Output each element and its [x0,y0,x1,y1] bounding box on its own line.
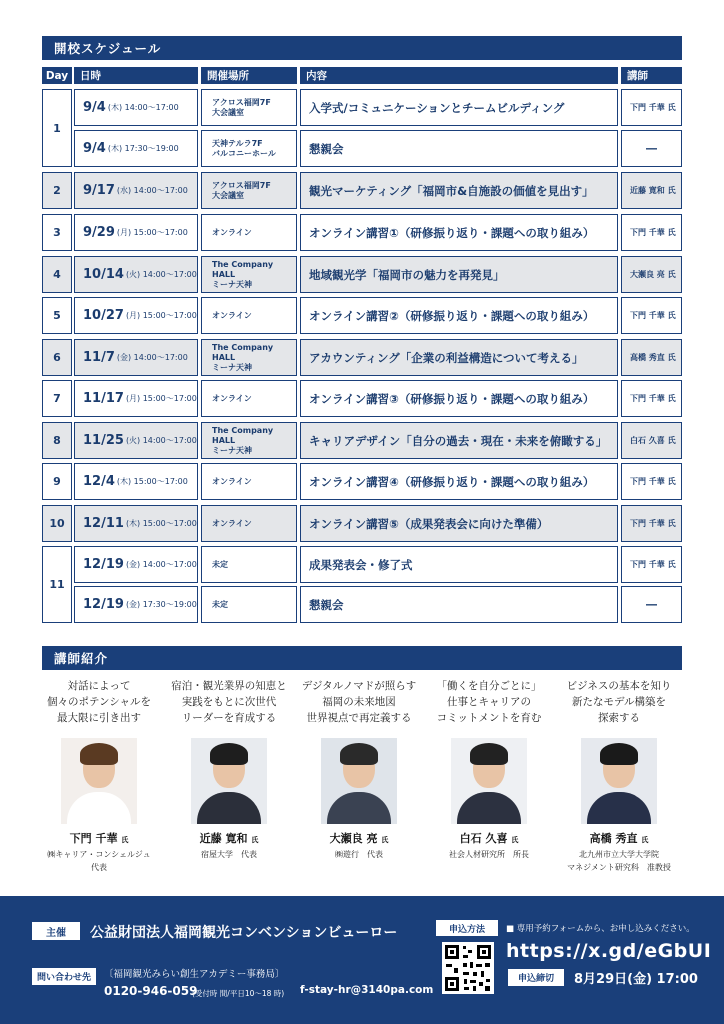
lecturer-cell: 下門 千華 氏 [621,297,682,334]
lecturer-cell: 下門 千華 氏 [621,546,682,583]
content-cell: キャリアデザイン「自分の過去・現在・未来を俯瞰する」 [300,422,618,459]
content-cell: 入学式/コミュニケーションとチームビルディング [300,89,618,126]
place-cell: The Company HALL ミーナ天神 [201,422,297,459]
date-text: 9/17 [83,183,115,198]
content-cell: オンライン講習①（研修振り返り・課題への取り組み） [300,214,618,251]
lecturer-cell: 下門 千華 氏 [621,380,682,417]
day-cell: 5 [42,297,72,334]
instructors-title: 講師紹介 [42,646,682,670]
date-text: 12/11 [83,516,124,531]
place-cell: アクロス福岡7F 大会議室 [201,172,297,209]
instructor-name: 大瀬良 亮 [329,832,378,845]
contact-label: 問い合わせ先 [32,968,96,985]
apply-note: ■ 専用予約フォームから、お申し込みください。 [506,924,695,934]
place-cell: オンライン [201,463,297,500]
time-text: (火) 14:00～17:00 [125,270,197,279]
date-cell [74,463,198,500]
place-cell: オンライン [201,505,297,542]
header-place: 開催場所 [201,67,297,84]
content-cell: 懇親会 [300,586,618,623]
place-cell: アクロス福岡7F 大会議室 [201,89,297,126]
date-cell [74,172,198,209]
instructor-card [426,678,552,861]
instructor-name-line [296,830,422,846]
organizer-label: 主催 [32,922,80,940]
deadline-label: 申込締切 [508,969,564,986]
instructor-name: 近藤 寛和 [199,832,248,845]
apply-url[interactable]: https://x.gd/eGbUI [506,940,712,962]
lecturer-cell: 下門 千華 氏 [621,463,682,500]
instructor-tagline: ビジネスの基本を知り 新たなモデル構築を 探索する [566,680,672,724]
place-cell: 天神テルラ7F バルコニーホール [201,130,297,167]
lecturer-cell: 下門 千華 氏 [621,89,682,126]
place-cell: オンライン [201,297,297,334]
instructor-suffix: 氏 [511,836,519,844]
instructor-affiliation: ㈱キャリア・コンシェルジュ 代表 [47,850,151,872]
apply-label: 申込方法 [436,920,498,936]
date-cell [74,546,198,583]
time-text: (火) 14:00～17:00 [125,436,197,445]
time-text: (木) 15:00～17:00 [116,477,188,486]
day-cell: 8 [42,422,72,459]
lecturer-cell: 高橋 秀直 氏 [621,339,682,376]
lecturer-cell: 大瀬良 亮 氏 [621,256,682,293]
date-text: 9/4 [83,141,106,156]
deadline-date: 8月29日(金) 17:00 [574,972,698,987]
day-cell: 10 [42,505,72,542]
instructor-tagline: 対話によって 個々のポテンシャルを 最大限に引き出す [46,680,151,724]
instructor-tagline: 宿泊・観光業界の知恵と 実践をもとに次世代 リーダーを育成する [171,680,287,724]
instructor-suffix: 氏 [121,836,129,844]
place-cell: オンライン [201,214,297,251]
date-text: 12/19 [83,597,124,612]
instructor-photo [61,738,137,824]
lecturer-cell: 下門 千華 氏 [621,505,682,542]
time-text: (水) 14:00～17:00 [116,186,188,195]
date-cell [74,256,198,293]
instructor-name-line [556,830,682,846]
lecturer-cell: 白石 久喜 氏 [621,422,682,459]
time-text: (木) 17:30～19:00 [107,144,179,153]
content-cell: オンライン講習⑤（成果発表会に向けた準備） [300,505,618,542]
place-cell: オンライン [201,380,297,417]
time-text: (月) 15:00～17:00 [116,228,188,237]
instructor-suffix: 氏 [641,836,649,844]
time-text: (木) 15:00～17:00 [125,519,197,528]
contact-phone[interactable]: 0120-946-059 [104,984,198,998]
header-lecturer: 講師 [621,67,682,84]
date-text: 9/29 [83,225,115,240]
instructor-suffix: 氏 [251,836,259,844]
instructor-name: 白石 久喜 [459,832,508,845]
header-day: Day [42,67,72,84]
content-cell: 成果発表会・修了式 [300,546,618,583]
day-cell: 1 [42,89,72,167]
day-cell: 4 [42,256,72,293]
date-text: 11/7 [83,350,115,365]
header-date: 日時 [74,67,198,84]
day-cell: 2 [42,172,72,209]
date-cell [74,586,198,623]
content-cell: 観光マーケティング「福岡市&自施設の価値を見出す」 [300,172,618,209]
instructor-card [556,678,682,874]
schedule-title: 開校スケジュール [42,36,682,60]
date-text: 11/25 [83,433,124,448]
instructor-affiliation: 北九州市立大学大学院 マネジメント研究科 准教授 [567,850,671,872]
place-cell: The Company HALL ミーナ天神 [201,339,297,376]
content-cell: オンライン講習④（研修振り返り・課題への取り組み） [300,463,618,500]
instructor-affiliation: 社会人材研究所 所長 [449,850,529,859]
instructor-affiliation: ㈱遊行 代表 [335,850,383,859]
time-text: (金) 14:00～17:00 [125,560,197,569]
footer [0,896,724,1024]
day-cell: 9 [42,463,72,500]
day-cell: 6 [42,339,72,376]
date-cell [74,380,198,417]
instructor-suffix: 氏 [381,836,389,844]
instructor-name: 下門 千華 [69,832,118,845]
date-text: 11/17 [83,391,124,406]
lecturer-cell: 下門 千華 氏 [621,214,682,251]
instructor-tagline: デジタルノマドが照らす 福岡の未来地図 世界視点で再定義する [301,680,417,724]
instructor-photo [321,738,397,824]
contact-org: 〔福岡観光みらい創生アカデミー事務局〕 [104,969,285,980]
content-cell: オンライン講習②（研修振り返り・課題への取り組み） [300,297,618,334]
lecturer-cell: 近藤 寛和 氏 [621,172,682,209]
instructor-card [166,678,292,861]
header-content: 内容 [300,67,618,84]
content-cell: 懇親会 [300,130,618,167]
instructor-photo [451,738,527,824]
date-text: 10/14 [83,267,124,282]
lecturer-cell: ― [621,130,682,167]
instructor-tagline: 「働くを自分ごとに」 仕事とキャリアの コミットメントを育む [436,680,542,724]
instructor-name-line [36,830,162,846]
place-cell: 未定 [201,586,297,623]
lecturer-cell: ― [621,586,682,623]
instructor-name: 高橋 秀直 [589,832,638,845]
date-text: 12/4 [83,474,115,489]
day-cell: 7 [42,380,72,417]
instructor-name-line [166,830,292,846]
instructor-photo [191,738,267,824]
date-cell [74,130,198,167]
content-cell: アカウンティング「企業の利益構造について考える」 [300,339,618,376]
content-cell: オンライン講習③（研修振り返り・課題への取り組み） [300,380,618,417]
place-cell: 未定 [201,546,297,583]
instructor-card [36,678,162,874]
contact-email[interactable]: f-stay-hr@3140pa.com [300,984,434,996]
instructor-name-line [426,830,552,846]
date-text: 12/19 [83,557,124,572]
date-cell [74,89,198,126]
organizer-name: 公益財団法人福岡観光コンベンションビューロー [90,925,398,941]
date-text: 10/27 [83,308,124,323]
time-text: (月) 15:00～17:00 [125,394,197,403]
contact-hours: (受付時 間/平日10～18 時) [192,989,285,998]
instructor-affiliation: 宿屋大学 代表 [201,850,257,859]
date-cell [74,297,198,334]
day-cell: 11 [42,546,72,623]
instructor-photo [581,738,657,824]
time-text: (金) 17:30～19:00 [125,600,197,609]
date-cell [74,505,198,542]
date-cell [74,422,198,459]
place-cell: The Company HALL ミーナ天神 [201,256,297,293]
date-cell [74,214,198,251]
content-cell: 地域観光学「福岡市の魅力を再発見」 [300,256,618,293]
instructor-card [296,678,422,861]
qr-code-icon[interactable] [442,942,494,994]
day-cell: 3 [42,214,72,251]
time-text: (木) 14:00～17:00 [107,103,179,112]
date-text: 9/4 [83,100,106,115]
time-text: (月) 15:00～17:00 [125,311,197,320]
time-text: (金) 14:00～17:00 [116,353,188,362]
date-cell [74,339,198,376]
